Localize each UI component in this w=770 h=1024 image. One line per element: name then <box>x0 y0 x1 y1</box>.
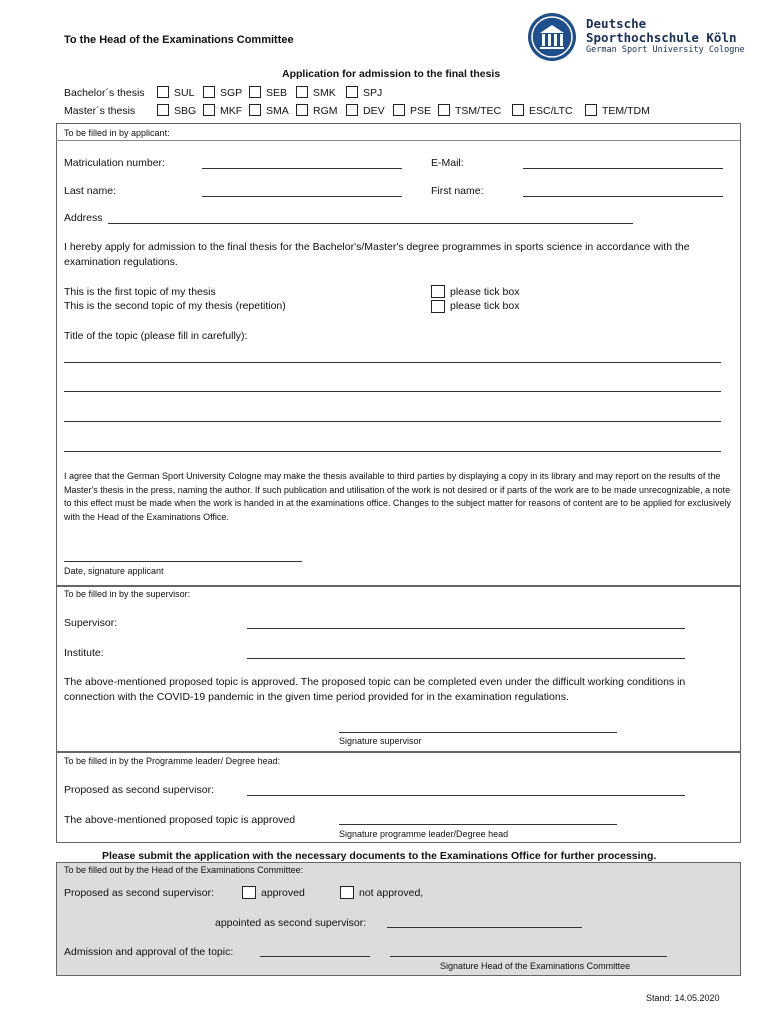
bachelor-label: Bachelor´s thesis <box>64 87 145 99</box>
option-label: SBG <box>174 105 197 117</box>
supervisor-section-label: To be filled in by the supervisor: <box>64 589 191 599</box>
tick-label: please tick box <box>450 286 520 298</box>
programme-signature-caption: Signature programme leader/Degree head <box>339 829 509 839</box>
supervisor-signature-field[interactable] <box>339 732 617 733</box>
not-approved-label: not approved, <box>359 887 424 899</box>
appointed-label: appointed as second supervisor: <box>215 917 367 929</box>
option-label: SMA <box>266 105 289 117</box>
address-label: Address <box>64 212 103 224</box>
checkbox-bachelor-seb[interactable] <box>249 86 261 98</box>
last-name-field[interactable] <box>202 196 402 197</box>
applicant-signature-caption: Date, signature applicant <box>64 566 164 576</box>
admission-label: Admission and approval of the topic: <box>64 946 234 958</box>
checkbox-master-tem-tdm[interactable] <box>585 104 597 116</box>
tick-label: please tick box <box>450 300 520 312</box>
option-label: SEB <box>266 87 288 99</box>
checkbox-master-rgm[interactable] <box>296 104 308 116</box>
checkbox-master-sma[interactable] <box>249 104 261 116</box>
programme-second-supervisor-field[interactable] <box>247 795 685 796</box>
institute-label: Institute: <box>64 647 104 659</box>
apply-text: I hereby apply for admission to the final thesis for the Bachelor's/Master's degree programmes in sports science in accordance with the examination regulations. <box>64 241 690 268</box>
appointed-field[interactable] <box>387 927 582 928</box>
head-signature-caption: Signature Head of the Examinations Committee <box>440 961 631 971</box>
email-field[interactable] <box>523 168 723 169</box>
email-label: E-Mail: <box>431 157 464 169</box>
university-logo-icon <box>528 13 576 61</box>
master-label: Master´s thesis <box>64 105 136 117</box>
option-label: SGP <box>220 87 243 99</box>
supervisor-section <box>56 586 741 752</box>
option-label: SMK <box>313 87 336 99</box>
programme-section-label: To be filled in by the Programme leader/ Degree head: <box>64 756 281 766</box>
admission-field[interactable] <box>260 956 370 957</box>
checkbox-first-topic[interactable] <box>431 285 445 298</box>
checkbox-not-approved[interactable] <box>340 886 354 899</box>
programme-signature-field[interactable] <box>339 824 617 825</box>
matriculation-field[interactable] <box>202 168 402 169</box>
title-line-4[interactable] <box>64 451 721 452</box>
submit-note: Please submit the application with the necessary documents to the Examinations Office for further processing. <box>102 850 657 862</box>
section-divider <box>56 140 741 141</box>
address-field[interactable] <box>108 223 633 224</box>
option-label: MKF <box>220 105 243 117</box>
checkbox-master-pse[interactable] <box>393 104 405 116</box>
checkbox-bachelor-smk[interactable] <box>296 86 308 98</box>
option-label: RGM <box>313 105 338 117</box>
checkbox-bachelor-sul[interactable] <box>157 86 169 98</box>
programme-approved-label: The above-mentioned proposed topic is approved <box>64 814 296 826</box>
title-line-3[interactable] <box>64 421 721 422</box>
logo-line-3: German Sport University Cologne <box>586 45 745 55</box>
checkbox-master-sbg[interactable] <box>157 104 169 116</box>
addressee: To the Head of the Examinations Committee <box>64 34 294 46</box>
title-label: Title of the topic (please fill in carefully): <box>64 330 248 342</box>
option-label: DEV <box>363 105 385 117</box>
head-section-label: To be filled out by the Head of the Examinations Committee: <box>64 865 304 875</box>
checkbox-master-mkf[interactable] <box>203 104 215 116</box>
logo-line-1: Deutsche <box>586 16 647 31</box>
approved-label: approved <box>261 887 305 899</box>
option-label: SUL <box>174 87 195 99</box>
checkbox-second-topic[interactable] <box>431 300 445 313</box>
agreement-text: I agree that the German Sport University Cologne may make the thesis available to third parties by displaying a copy in its library and may report on the results of the Master's thesis in the press, naming the author. If such publication and utilisation of the work is not desired or if parts of the work are to be made unrecognizable, a note to this effect must be made when the work is handed in at the examinations office. Changes to the subject matter for reasons of content are to be applied for exclusively with the Head of the Examinations Office. <box>64 471 732 522</box>
option-label: PSE <box>410 105 432 117</box>
supervisor-label: Supervisor: <box>64 617 118 629</box>
checkbox-approved[interactable] <box>242 886 256 899</box>
checkbox-bachelor-sgp[interactable] <box>203 86 215 98</box>
matriculation-label: Matriculation number: <box>64 157 165 169</box>
supervisor-field[interactable] <box>247 628 685 629</box>
second-topic-label: This is the second topic of my thesis (repetition) <box>64 300 286 312</box>
head-signature-field[interactable] <box>390 956 667 957</box>
first-name-label: First name: <box>431 185 484 197</box>
first-topic-label: This is the first topic of my thesis <box>64 286 216 298</box>
supervisor-signature-caption: Signature supervisor <box>339 736 422 746</box>
applicant-section-label: To be filled in by applicant: <box>64 128 170 138</box>
last-name-label: Last name: <box>64 185 116 197</box>
logo-line-2: Sporthochschule Köln <box>586 30 737 45</box>
checkbox-master-esc-ltc[interactable] <box>512 104 524 116</box>
checkbox-master-tsm-tec[interactable] <box>438 104 450 116</box>
title-line-2[interactable] <box>64 391 721 392</box>
head-section <box>56 862 741 976</box>
applicant-signature-field[interactable] <box>64 561 302 562</box>
stand-date: Stand: 14.05.2020 <box>646 993 720 1003</box>
option-label: TSM/TEC <box>455 105 502 117</box>
head-second-supervisor-label: Proposed as second supervisor: <box>64 887 214 899</box>
programme-second-supervisor-label: Proposed as second supervisor: <box>64 784 214 796</box>
title-line-1[interactable] <box>64 362 721 363</box>
form-title: Application for admission to the final thesis <box>282 68 501 80</box>
option-label: TEM/TDM <box>602 105 650 117</box>
checkbox-master-dev[interactable] <box>346 104 358 116</box>
first-name-field[interactable] <box>523 196 723 197</box>
institute-field[interactable] <box>247 658 685 659</box>
checkbox-bachelor-spj[interactable] <box>346 86 358 98</box>
option-label: ESC/LTC <box>529 105 573 117</box>
supervisor-approval-text: The above-mentioned proposed topic is approved. The proposed topic can be completed even under the difficult working conditions in connection with the COVID-19 pandemic in the given time period provided for in the examination regulations. <box>64 676 686 703</box>
option-label: SPJ <box>363 87 383 99</box>
